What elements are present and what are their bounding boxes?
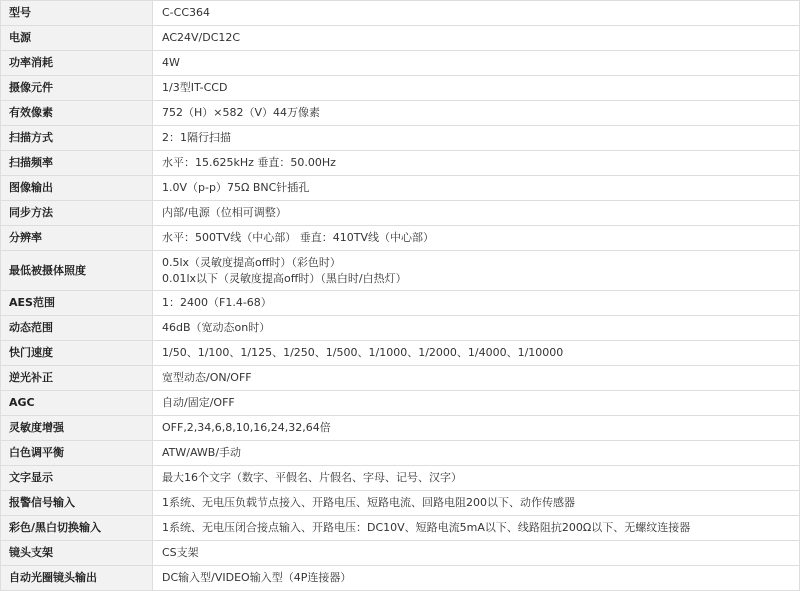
- row-label: 摄像元件: [1, 76, 153, 101]
- row-value: OFF,2,34,6,8,10,16,24,32,64倍: [153, 416, 800, 441]
- row-label: 自动光圈镜头输出: [1, 566, 153, 591]
- row-value: DC输入型/VIDEO输入型（4P连接器）: [153, 566, 800, 591]
- row-label: 分辨率: [1, 226, 153, 251]
- table-row: [1, 251, 800, 291]
- row-value: 46dB（宽动态on时）: [153, 316, 800, 341]
- row-value: 1/50、1/100、1/125、1/250、1/500、1/1000、1/2000、1/4000、1/10000: [153, 341, 800, 366]
- row-value: 4W: [153, 51, 800, 76]
- row-value: 水平：500TV线（中心部） 垂直：410TV线（中心部）: [153, 226, 800, 251]
- row-label: 有效像素: [1, 101, 153, 126]
- row-value: C-CC364: [153, 1, 800, 26]
- table-row: [1, 366, 800, 391]
- row-label: 彩色/黑白切换输入: [1, 516, 153, 541]
- row-value-line: 0.01lx以下（灵敏度提高off时）（黑白时/白热灯）: [162, 271, 407, 285]
- row-label: 镜头支架: [1, 541, 153, 566]
- table-row: [1, 126, 800, 151]
- row-value: 1系统、无电压负载节点接入、开路电压、短路电流、回路电阻200以下、动作传感器: [153, 491, 800, 516]
- table-row: [1, 441, 800, 466]
- table-row: [1, 76, 800, 101]
- row-label: 文字显示: [1, 466, 153, 491]
- table-row: [1, 566, 800, 591]
- row-label: 扫描方式: [1, 126, 153, 151]
- table-row: [1, 151, 800, 176]
- row-value-line: 0.5lx（灵敏度提高off时）（彩色时）: [162, 255, 341, 269]
- row-label: 功率消耗: [1, 51, 153, 76]
- table-row: [1, 491, 800, 516]
- row-label: AGC: [1, 391, 153, 416]
- table-row: [1, 416, 800, 441]
- row-value: 宽型动态/ON/OFF: [153, 366, 800, 391]
- table-row: [1, 201, 800, 226]
- table-row: [1, 316, 800, 341]
- row-value: 1系统、无电压闭合接点输入、开路电压：DC10V、短路电流5mA以下、线路阻抗200Ω以下、无螺纹连接器: [153, 516, 800, 541]
- row-value: ATW/AWB/手动: [153, 441, 800, 466]
- row-label: 快门速度: [1, 341, 153, 366]
- row-value: 自动/固定/OFF: [153, 391, 800, 416]
- row-label: 图像输出: [1, 176, 153, 201]
- row-label: 动态范围: [1, 316, 153, 341]
- row-label: 型号: [1, 1, 153, 26]
- row-value: 水平：15.625kHz 垂直：50.00Hz: [153, 151, 800, 176]
- row-label: 扫描频率: [1, 151, 153, 176]
- row-label: 最低被摄体照度: [1, 251, 153, 291]
- table-row: [1, 291, 800, 316]
- table-row: [1, 341, 800, 366]
- table-row: [1, 26, 800, 51]
- table-row: [1, 51, 800, 76]
- table-row: [1, 101, 800, 126]
- row-label: 同步方法: [1, 201, 153, 226]
- row-value: 1：2400（F1.4-68）: [153, 291, 800, 316]
- row-label: 逆光补正: [1, 366, 153, 391]
- row-value: CS支架: [153, 541, 800, 566]
- row-value: 2：1隔行扫描: [153, 126, 800, 151]
- table-row: [1, 466, 800, 491]
- row-value: 最大16个文字（数字、平假名、片假名、字母、记号、汉字）: [153, 466, 800, 491]
- table-row: [1, 391, 800, 416]
- table-row: [1, 176, 800, 201]
- row-value: AC24V/DC12C: [153, 26, 800, 51]
- table-row: [1, 516, 800, 541]
- row-value: [153, 251, 800, 291]
- row-value: 1.0V（p-p）75Ω BNC针插孔: [153, 176, 800, 201]
- row-label: 灵敏度增强: [1, 416, 153, 441]
- table-row: [1, 1, 800, 26]
- table-row: [1, 226, 800, 251]
- row-label: 电源: [1, 26, 153, 51]
- table-row: [1, 541, 800, 566]
- row-label: 报警信号输入: [1, 491, 153, 516]
- row-value: 内部/电源（位相可调整）: [153, 201, 800, 226]
- row-label: AES范围: [1, 291, 153, 316]
- row-value: 752（H）×582（V）44万像素: [153, 101, 800, 126]
- row-value: 1/3型IT-CCD: [153, 76, 800, 101]
- row-label: 白色调平衡: [1, 441, 153, 466]
